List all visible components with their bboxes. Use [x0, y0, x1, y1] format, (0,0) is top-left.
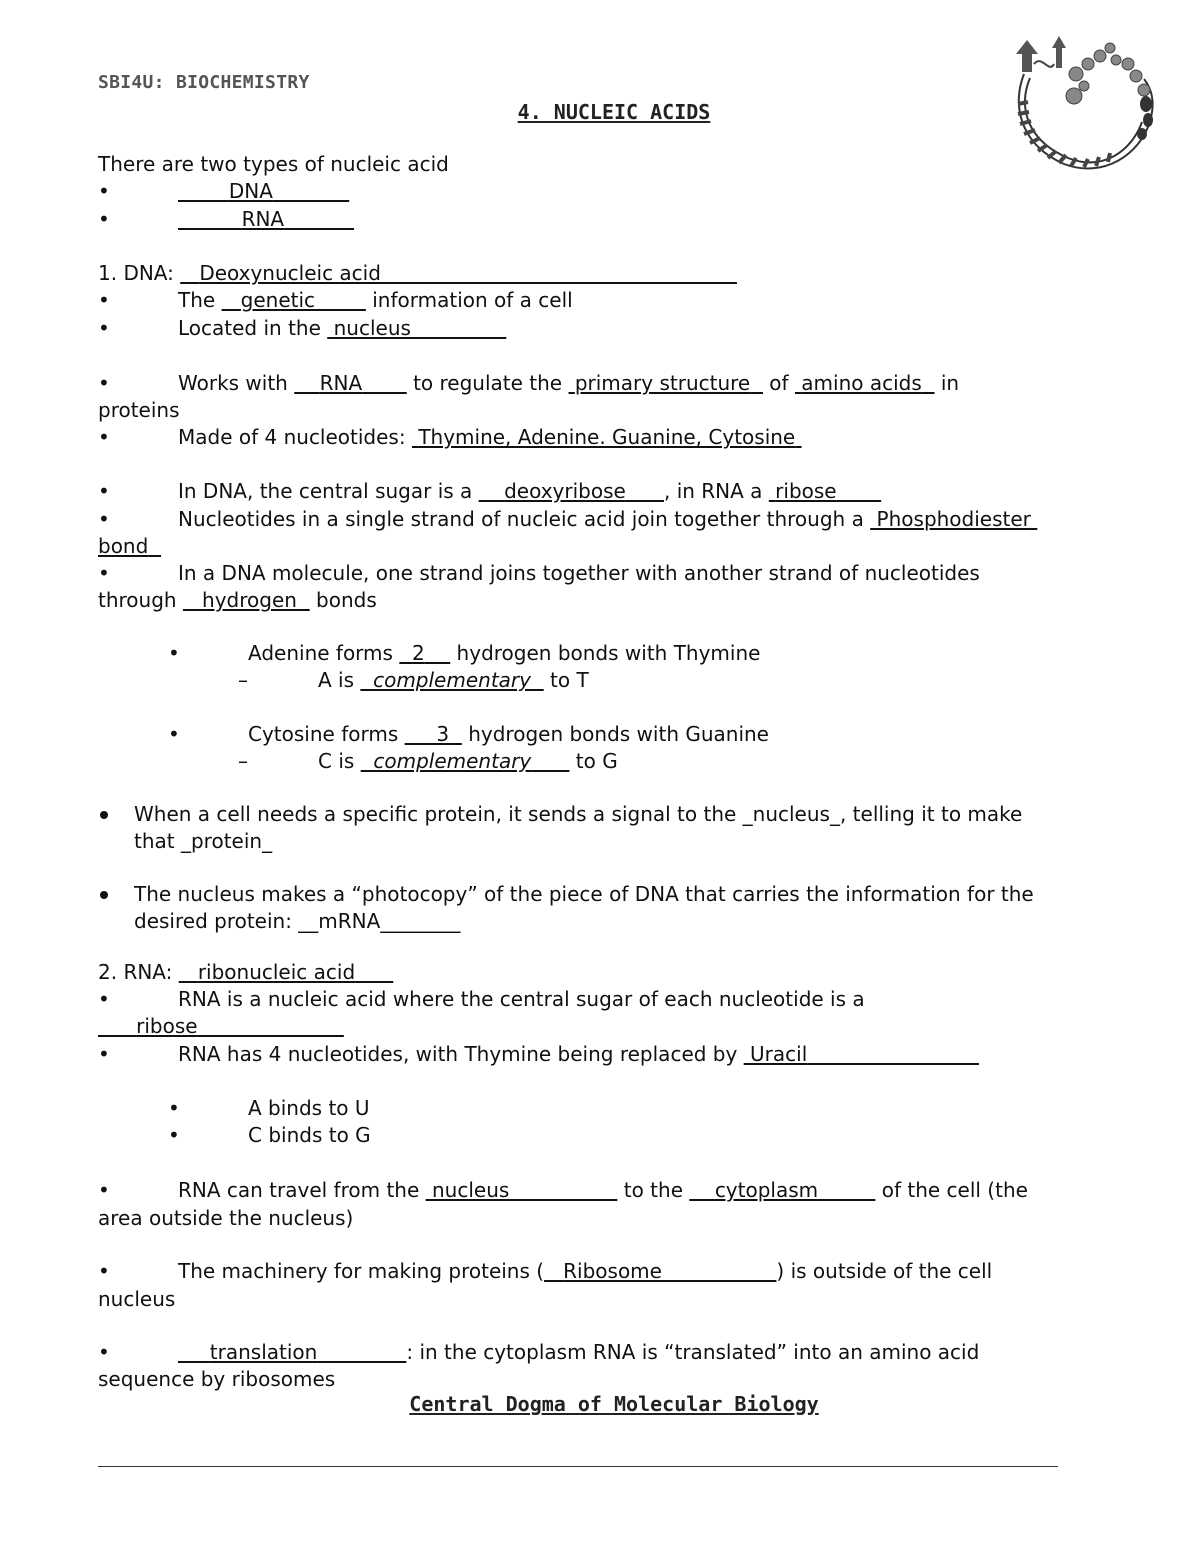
list-item: • Adenine forms 2 hydrogen bonds with Thymine: [168, 641, 761, 665]
continuation-text: ribose: [136, 1014, 198, 1038]
course-code: SBI4U: BIOCHEMISTRY: [98, 72, 310, 93]
list-item: • Made of 4 nucleotides: Thymine, Adenine. Guanine, Cytosine: [98, 425, 796, 449]
continuation-text: desired protein: __mRNA________: [134, 909, 461, 933]
list-item: • Cytosine forms 3 hydrogen bonds with Guanine: [168, 722, 769, 746]
section-subtitle: Central Dogma of Molecular Biology: [409, 1392, 819, 1416]
continuation-text: sequence by ribosomes: [98, 1367, 336, 1391]
list-item: • In DNA, the central sugar is a deoxyribose , in RNA a ribose: [98, 479, 837, 503]
list-item: • RNA is a nucleic acid where the central sugar of each nucleotide is a: [98, 987, 865, 1011]
list-item: • Located in the nucleus: [98, 316, 411, 340]
continuation-text: that _protein_: [134, 829, 273, 853]
list-item: • RNA can travel from the nucleus to the cytoplasm of the cell (the: [98, 1178, 1028, 1202]
list-item: • The genetic information of a cell: [98, 288, 573, 312]
list-item: • Works with RNA to regulate the primary structure of amino acids in: [98, 371, 960, 395]
list-item: • RNA: [98, 207, 285, 231]
section-heading-dna: 1. DNA: Deoxynucleic acid: [98, 261, 381, 285]
page-title: 4. NUCLEIC ACIDS: [517, 100, 711, 124]
list-item: • DNA: [98, 179, 273, 203]
intro-text: There are two types of nucleic acid: [98, 152, 449, 176]
continuation-text: through hydrogen bonds: [98, 588, 377, 612]
continuation-text: area outside the nucleus): [98, 1206, 354, 1230]
continuation-text: bond: [98, 534, 149, 558]
list-item: – C is complementary to G: [238, 749, 618, 773]
list-item: • C binds to G: [168, 1123, 371, 1147]
list-item: • translation : in the cytoplasm RNA is “translated” into an amino acid: [98, 1340, 980, 1364]
list-item: • Nucleotides in a single strand of nucleic acid join together through a Phosphodiester: [98, 507, 1031, 531]
continuation-text: nucleus: [98, 1287, 176, 1311]
list-item: • A binds to U: [168, 1096, 370, 1120]
list-item: – A is complementary to T: [238, 668, 589, 692]
list-item: • The machinery for making proteins ( Ribosome ) is outside of the cell: [98, 1259, 993, 1283]
list-item: • In a DNA molecule, one strand joins together with another strand of nucleotides: [98, 561, 980, 585]
list-item: • RNA has 4 nucleotides, with Thymine being replaced by Uracil: [98, 1042, 808, 1066]
divider-line: [98, 1466, 1058, 1467]
section-heading-rna: 2. RNA: ribonucleic acid: [98, 960, 356, 984]
continuation-text: proteins: [98, 398, 180, 422]
